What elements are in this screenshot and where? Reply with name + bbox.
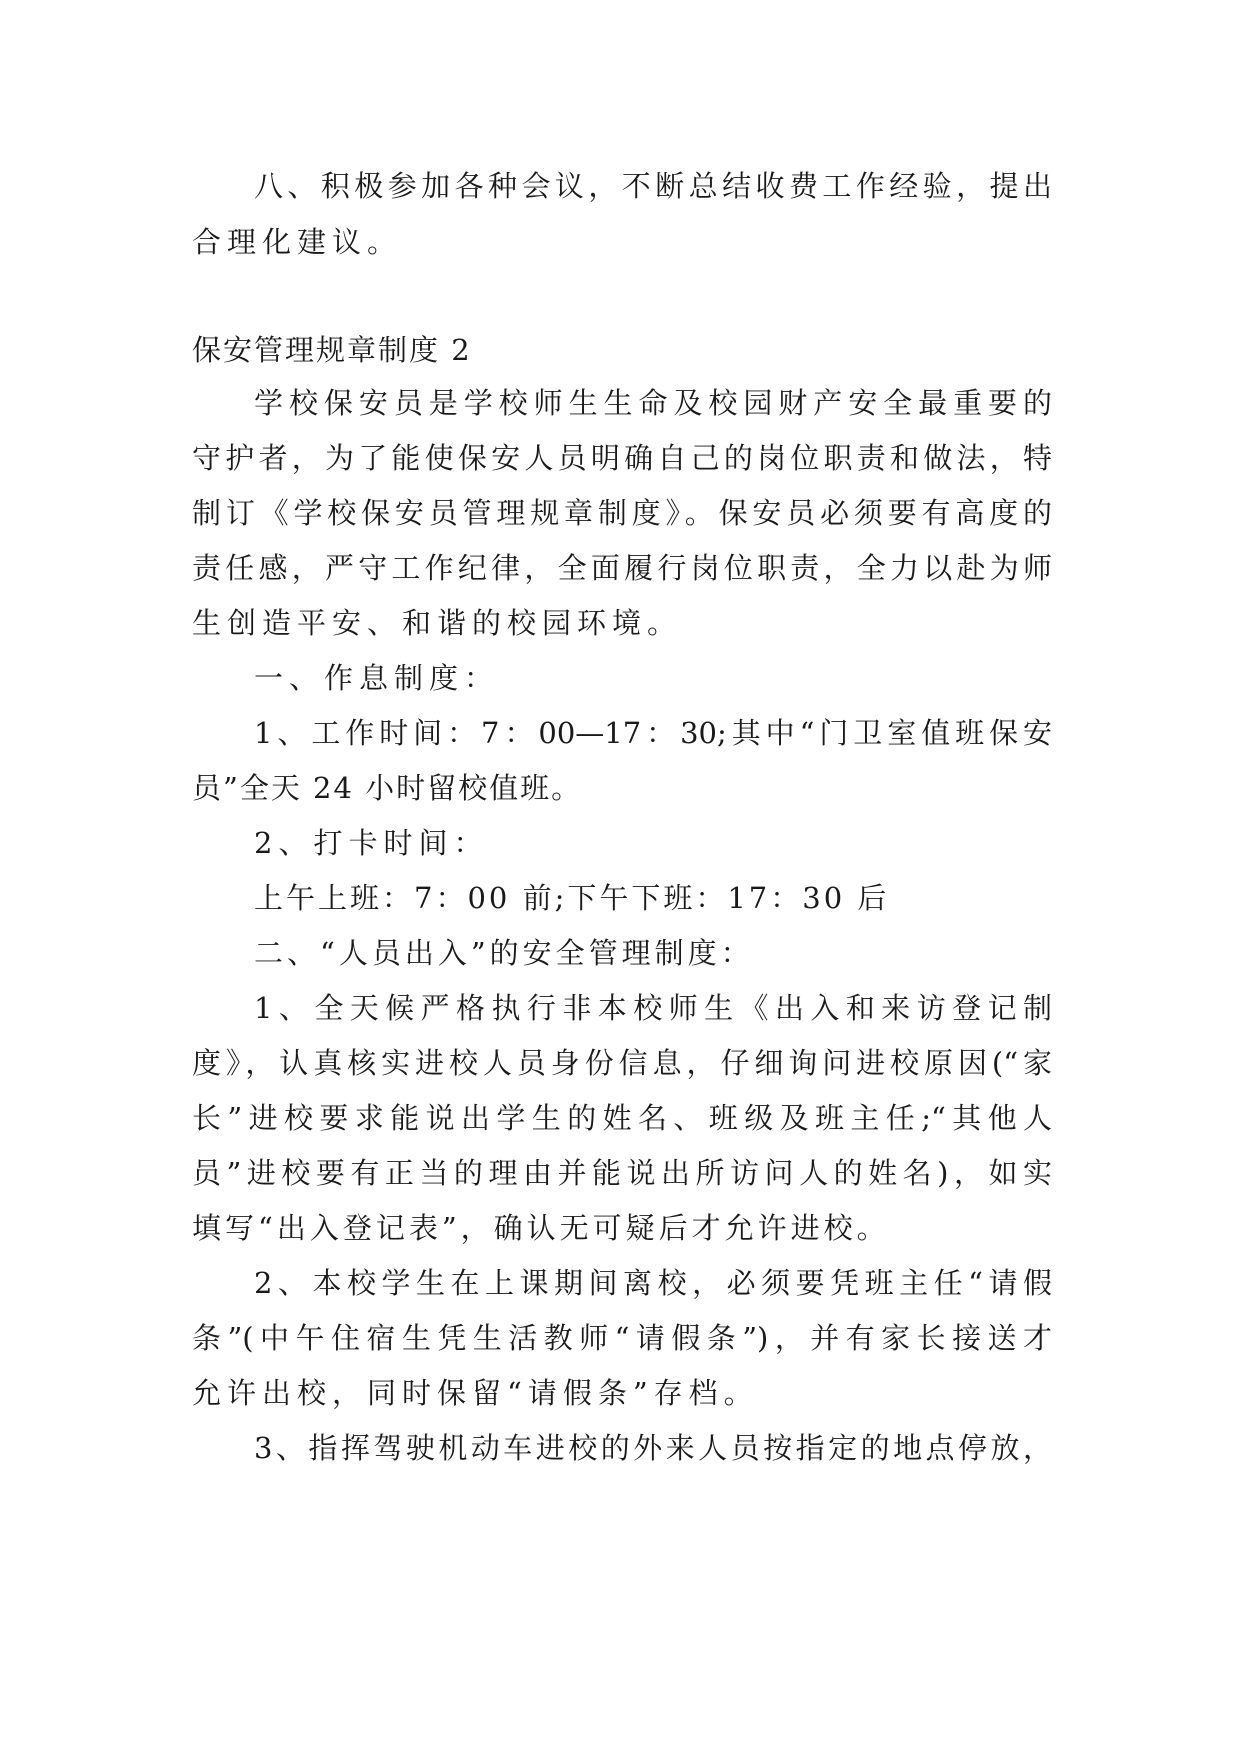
work-hours-line-1: 1、工作时间：7：00—17：30;其中“门卫室值班保安 [254, 716, 1052, 750]
access-rule-1-line-1: 1、全天候严格执行非本校师生《出入和来访登记制 [254, 991, 1052, 1025]
intro-line-2: 守护者，为了能使保安人员明确自己的岗位职责和做法，特 [192, 441, 1052, 475]
access-rule-1-line-4: 员”进校要有正当的理由并能说出所访问人的姓名)，如实 [192, 1156, 1052, 1190]
access-rule-1-line-2: 度》，认真核实进校人员身份信息，仔细询问进校原因(“家 [192, 1046, 1052, 1080]
access-rule-2-line-1: 2、本校学生在上课期间离校，必须要凭班主任“请假 [254, 1266, 1052, 1300]
access-rule-2-line-2: 条”(中午住宿生凭生活教师“请假条”)，并有家长接送才 [192, 1321, 1052, 1355]
intro-line-1: 学校保安员是学校师生生命及校园财产安全最重要的 [254, 386, 1052, 420]
access-rule-3-line-1: 3、指挥驾驶机动车进校的外来人员按指定的地点停放， [254, 1431, 1052, 1465]
access-rule-1-line-5: 填写“出入登记表”，确认无可疑后才允许进校。 [192, 1211, 890, 1245]
rest-system-heading: 一、作息制度： [254, 661, 500, 695]
section-heading: 保安管理规章制度 2 [192, 333, 472, 367]
intro-line-4: 责任感，严守工作纪律，全面履行岗位职责，全力以赴为师 [192, 551, 1052, 585]
access-control-heading: 二、“人员出入”的安全管理制度： [254, 936, 754, 970]
intro-line-3: 制订《学校保安员管理规章制度》。保安员必须要有高度的 [192, 496, 1052, 530]
clock-in-heading: 2、打卡时间： [254, 826, 489, 860]
access-rule-1-line-3: 长”进校要求能说出学生的姓名、班级及班主任;“其他人 [192, 1101, 1052, 1135]
paragraph-8-line-2: 合理化建议。 [192, 225, 403, 259]
intro-line-5: 生创造平安、和谐的校园环境。 [192, 606, 683, 640]
work-hours-line-2: 员”全天 24 小时留校值班。 [192, 771, 583, 805]
clock-in-times: 上午上班：7：00 前;下午下班：17：30 后 [254, 881, 890, 915]
paragraph-8-line-1: 八、积极参加各种会议，不断总结收费工作经验，提出 [254, 169, 1052, 203]
access-rule-2-line-3: 允许出校，同时保留“请假条”存档。 [192, 1376, 759, 1410]
